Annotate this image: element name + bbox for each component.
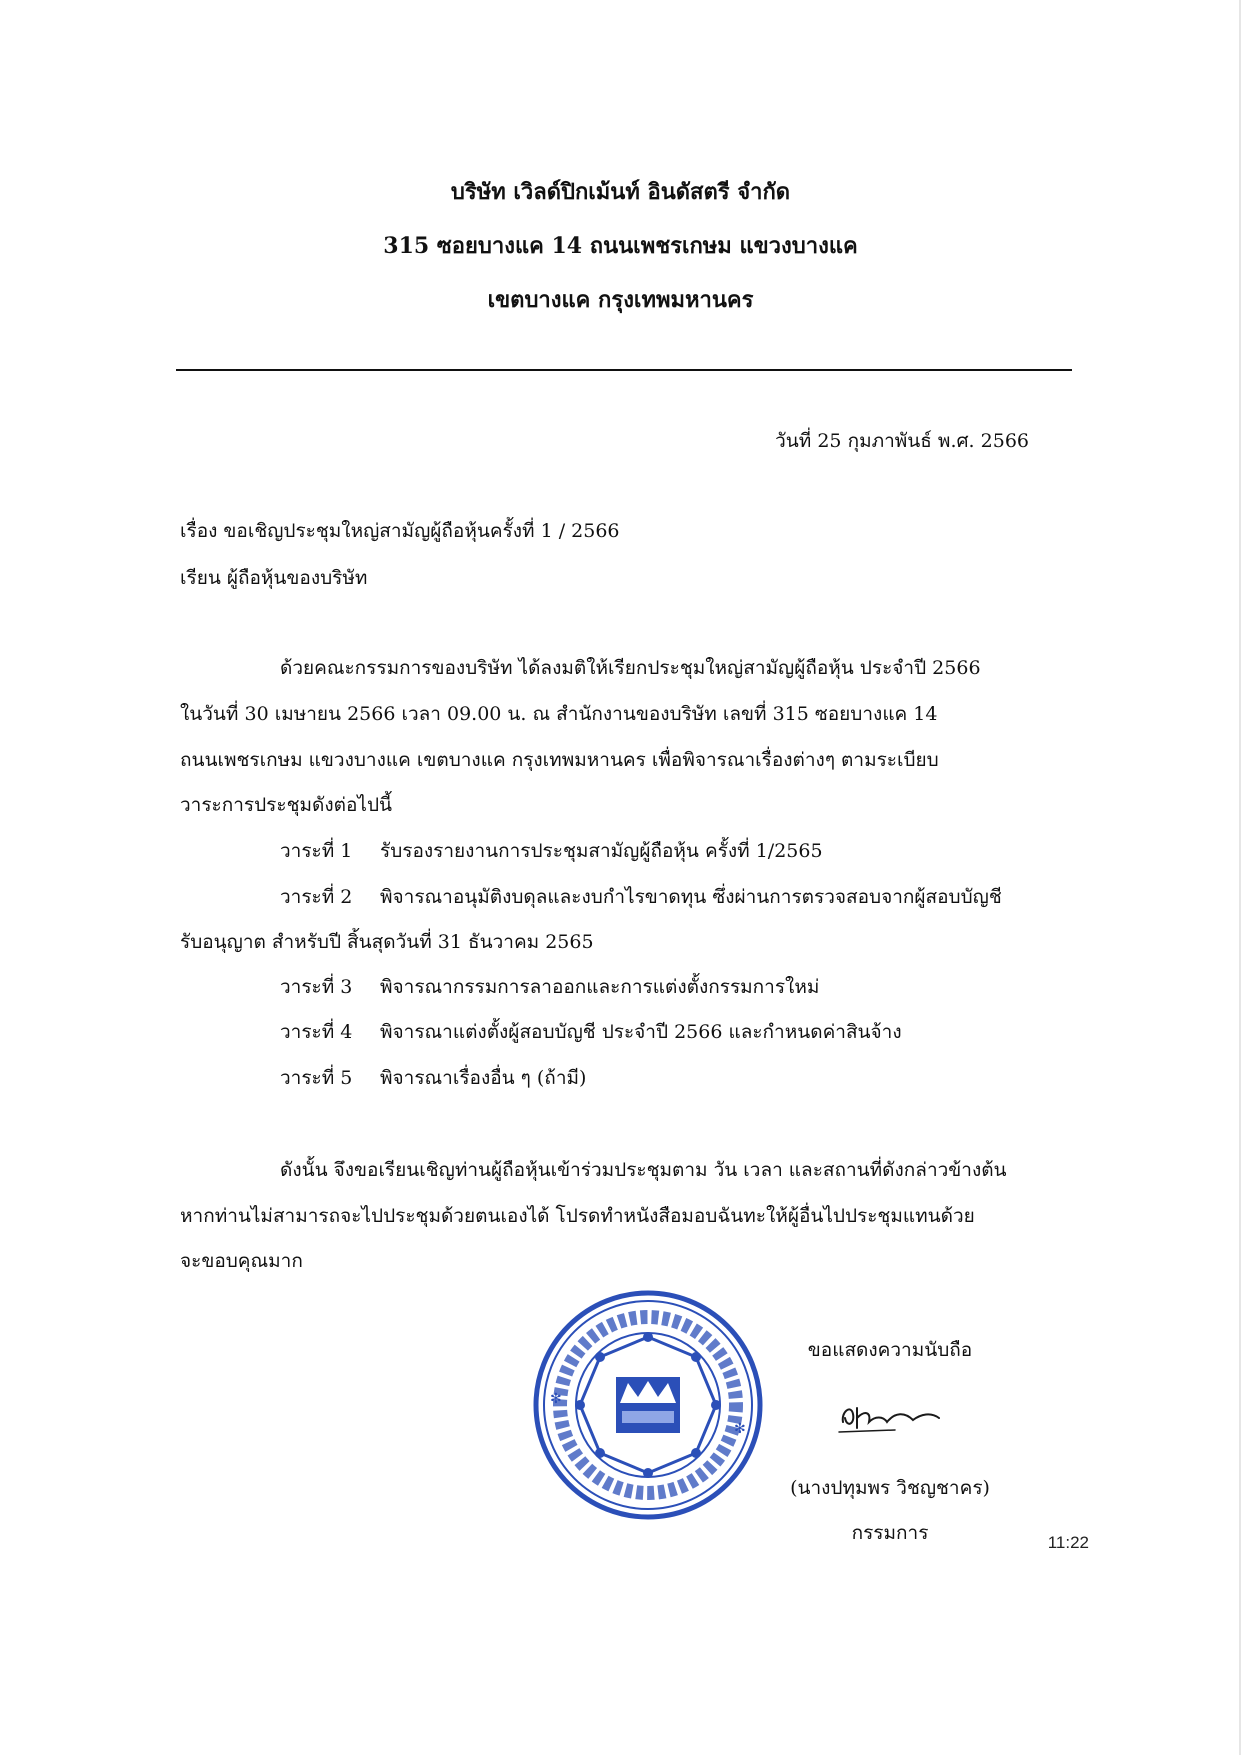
signatory-title: กรรมการ bbox=[851, 1522, 929, 1544]
body-line-2: ในวันที่ 30 เมษายน 2566 เวลา 09.00 น. ณ สำนักงานของบริษัท เลขที่ 315 ซอยบางแค 14 bbox=[180, 703, 938, 725]
agenda-2-continuation: รับอนุญาต สำหรับปี สิ้นสุดวันที่ 31 ธันวาคม 2565 bbox=[180, 931, 594, 953]
agenda-5-label: วาระที่ 5 bbox=[280, 1067, 353, 1089]
agenda-4-label: วาระที่ 4 bbox=[280, 1021, 353, 1043]
body-line-1: ด้วยคณะกรรมการของบริษัท ได้ลงมติให้เรียกประชุมใหญ่สามัญผู้ถือหุ้น ประจำปี 2566 bbox=[280, 657, 981, 679]
agenda-3-label: วาระที่ 3 bbox=[280, 976, 353, 998]
agenda-1-text: รับรองรายงานการประชุมสามัญผู้ถือหุ้น ครั้งที่ 1/2565 bbox=[380, 840, 823, 862]
signature-regards: ขอแสดงความนับถือ bbox=[807, 1339, 973, 1361]
agenda-4-text: พิจารณาแต่งตั้งผู้สอบบัญชี ประจำปี 2566 และกำหนดค่าสินจ้าง bbox=[380, 1021, 902, 1043]
agenda-1-label: วาระที่ 1 bbox=[280, 840, 353, 862]
stamp-flower-right-icon: ✻ bbox=[734, 1421, 746, 1437]
company-address-line2: เขตบางแค กรุงเทพมหานคร bbox=[487, 287, 754, 313]
stamp-crown-emblem bbox=[616, 1377, 680, 1433]
page-number: 11:22 bbox=[1047, 1533, 1089, 1552]
header-divider bbox=[176, 369, 1072, 371]
closing-line-3: จะขอบคุณมาก bbox=[180, 1250, 303, 1272]
agenda-5-text: พิจารณาเรื่องอื่น ๆ (ถ้ามี) bbox=[380, 1067, 587, 1089]
agenda-2-text: พิจารณาอนุมัติงบดุลและงบกำไรขาดทุน ซึ่งผ่านการตรวจสอบจากผู้สอบบัญชี bbox=[380, 886, 1002, 908]
body-line-3: ถนนเพชรเกษม แขวงบางแค เขตบางแค กรุงเทพมหานคร เพื่อพิจารณาเรื่องต่างๆ ตามระเบียบ bbox=[180, 749, 939, 771]
handwritten-signature bbox=[835, 1382, 945, 1437]
closing-line-2: หากท่านไม่สามารถจะไปประชุมด้วยตนเองได้ โปรดทำหนังสือมอบฉันทะให้ผู้อื่นไปประชุมแทนด้วย bbox=[180, 1205, 975, 1227]
company-address-line1: 315 ซอยบางแค 14 ถนนเพชรเกษม แขวงบางแค bbox=[383, 233, 858, 259]
company-name: บริษัท เวิลด์ปิกเม้นท์ อินดัสตรี จำกัด bbox=[450, 179, 791, 205]
letter-subject: เรื่อง ขอเชิญประชุมใหญ่สามัญผู้ถือหุ้นครั้งที่ 1 / 2566 bbox=[180, 520, 620, 542]
letter-recipient: เรียน ผู้ถือหุ้นของบริษัท bbox=[180, 567, 368, 589]
agenda-3-text: พิจารณากรรมการลาออกและการแต่งตั้งกรรมการใหม่ bbox=[380, 976, 820, 998]
stamp-flower-left-icon: ✻ bbox=[550, 1391, 562, 1407]
letter-date: วันที่ 25 กุมภาพันธ์ พ.ศ. 2566 bbox=[775, 430, 1029, 452]
company-stamp-seal bbox=[528, 1285, 768, 1525]
closing-line-1: ดังนั้น จึงขอเรียนเชิญท่านผู้ถือหุ้นเข้าร่วมประชุมตาม วัน เวลา และสถานที่ดังกล่าวข้างต้น bbox=[280, 1159, 1007, 1181]
body-line-4: วาระการประชุมดังต่อไปนี้ bbox=[180, 794, 392, 816]
signatory-name: (นางปทุมพร วิชญชาคร) bbox=[790, 1477, 990, 1499]
agenda-2-label: วาระที่ 2 bbox=[280, 886, 353, 908]
